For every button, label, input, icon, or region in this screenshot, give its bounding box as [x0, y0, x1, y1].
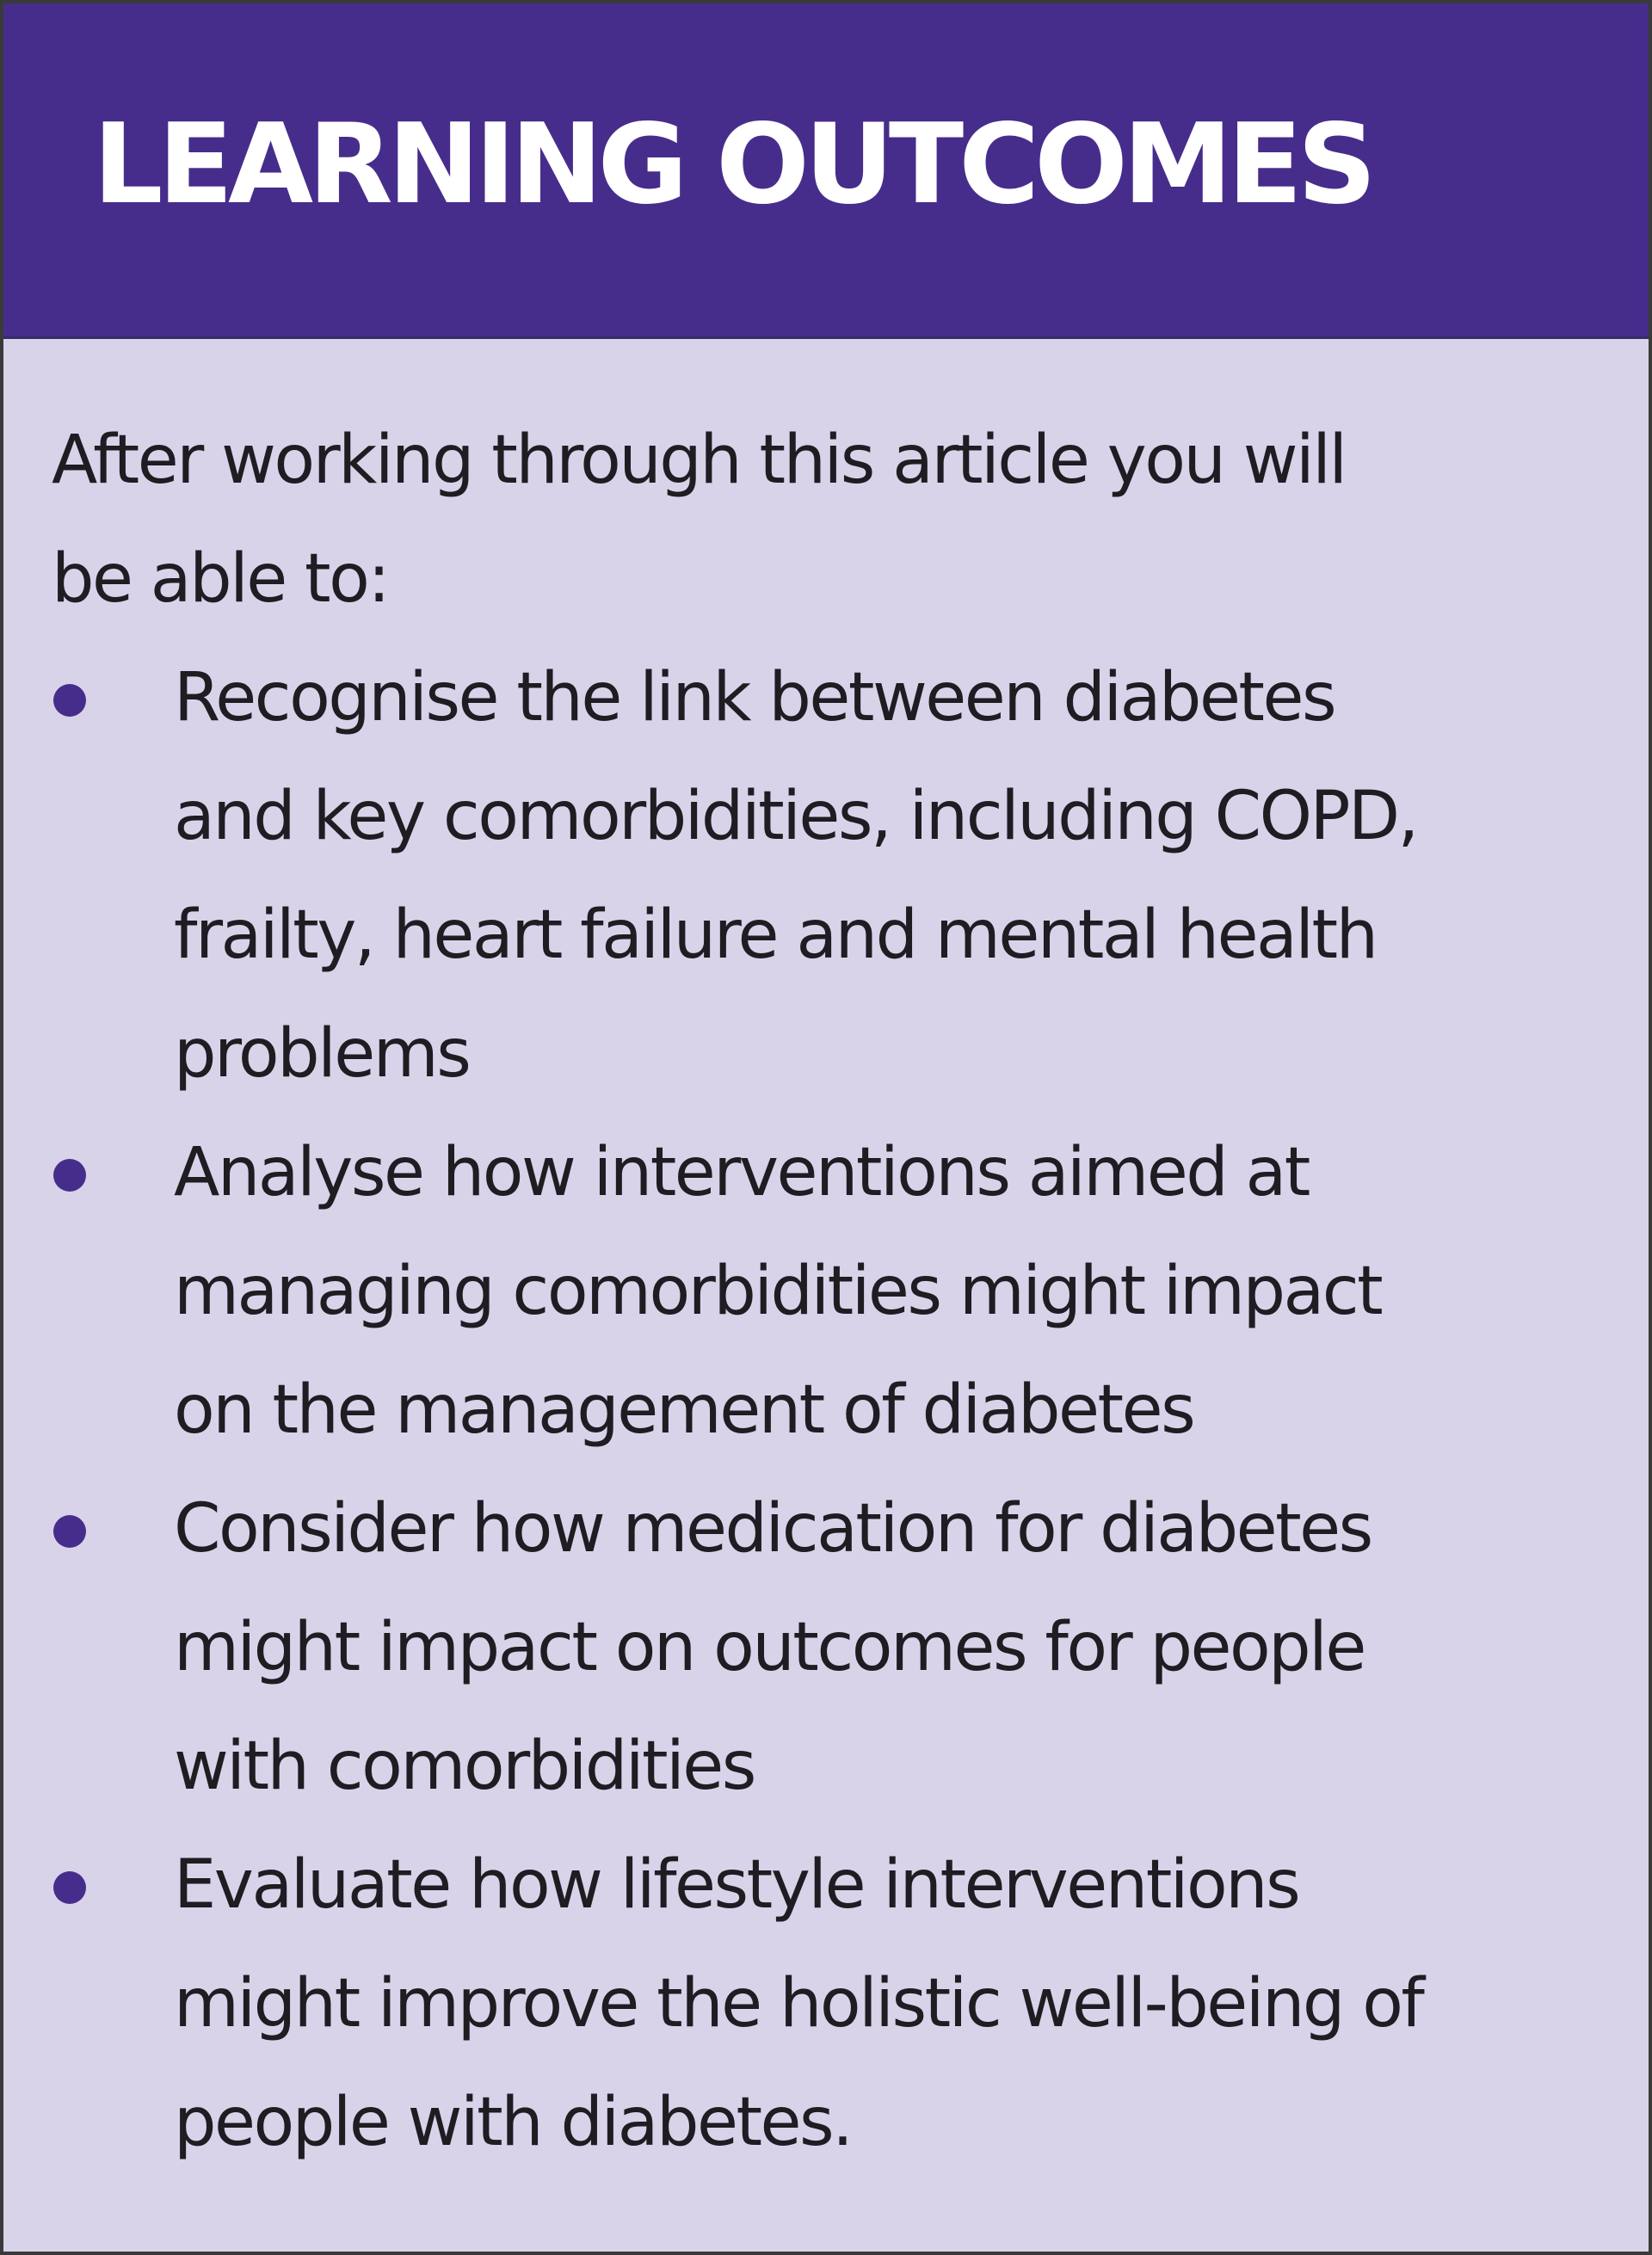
- outcomes-list: [52, 638, 1600, 2182]
- outcome-line: problems: [174, 1015, 470, 1093]
- outcome-line: frailty, heart failure and mental health: [174, 896, 1377, 974]
- bullet-icon: [53, 1159, 86, 1192]
- header-banner: [3, 3, 1649, 339]
- intro-line: be able to:: [52, 540, 389, 618]
- outcome-line: might improve the holistic well-being of: [174, 1965, 1423, 2042]
- bullet-icon: [53, 1871, 86, 1904]
- outcome-line: Evaluate how lifestyle interventions: [174, 1846, 1299, 1924]
- outcome-line: Consider how medication for diabetes: [174, 1490, 1372, 1568]
- outcome-line: Analyse how interventions aimed at: [174, 1134, 1309, 1211]
- bullet-icon: [53, 684, 86, 717]
- outcome-item-recognise: [52, 638, 1600, 1113]
- outcome-line: and key comorbidities, including COPD,: [174, 778, 1417, 855]
- outcome-line: might impact on outcomes for people: [174, 1609, 1365, 1686]
- outcome-line: people with diabetes.: [174, 2084, 852, 2161]
- outcome-line: Recognise the link between diabetes: [174, 659, 1335, 736]
- outcome-line: on the management of diabetes: [174, 1371, 1194, 1449]
- bullet-icon: [53, 1515, 86, 1548]
- outcome-line: with comorbidities: [174, 1728, 755, 1805]
- outcome-line: managing comorbidities might impact: [174, 1253, 1382, 1330]
- outcome-item-evaluate: [52, 1826, 1600, 2182]
- box-title: LEARNING OUTCOMES: [93, 101, 1372, 229]
- outcome-item-analyse: [52, 1113, 1600, 1469]
- content-area: [52, 401, 1600, 2182]
- intro-line: After working through this article you will: [52, 422, 1346, 499]
- intro-text: [52, 401, 1600, 638]
- outcome-item-consider: [52, 1469, 1600, 1826]
